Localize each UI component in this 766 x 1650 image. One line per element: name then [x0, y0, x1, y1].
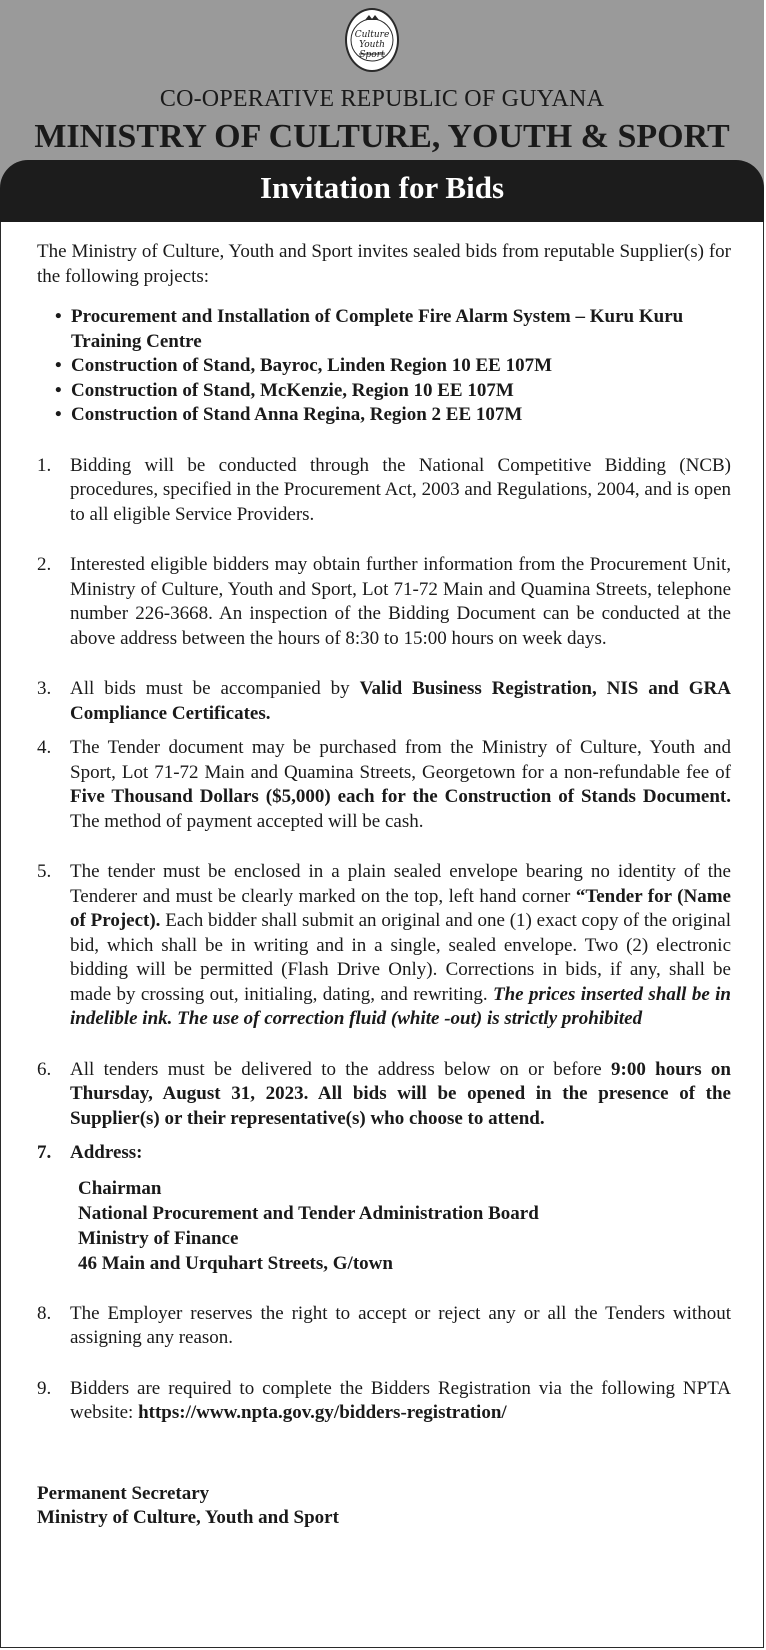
project-list: [37, 305, 731, 428]
clause-number: 9.: [37, 1377, 52, 1399]
clause-number: 8.: [37, 1302, 52, 1324]
clause-text: The tender must be enclosed in a plain sealed envelope bearing no identity of the Tenderer and must be clearly marked on the top, left hand corner: [70, 861, 731, 907]
ministry-heading: MINISTRY OF CULTURE, YOUTH & SPORT: [34, 118, 730, 155]
clause-text: The Tender document may be purchased from the Ministry of Culture, Youth and Sport, Lot 71-72 Main and Quamina Streets, Georgetown for a non-refundable fee of: [70, 737, 731, 783]
page-title: Invitation for Bids: [259, 170, 505, 205]
clause-9: [37, 1377, 731, 1426]
npta-website-link[interactable]: https://www.npta.gov.gy/bidders-registration/: [138, 1402, 507, 1423]
logo-text: Culture Youth Sport: [354, 30, 390, 60]
signature-ministry: Ministry of Culture, Youth and Sport: [37, 1507, 339, 1528]
clause-6: [37, 1058, 731, 1132]
ministry-logo: [345, 8, 399, 72]
project-item: • Construction of Stand Anna Regina, Region 2 EE 107M: [55, 403, 731, 428]
clause-4: [37, 736, 731, 834]
clause-label: Address:: [70, 1142, 143, 1163]
project-item: • Procurement and Installation of Complete Fire Alarm System – Kuru Kuru Training Centre: [55, 305, 731, 354]
clause-bold-italic-text: The prices inserted shall be in indelible ink. The use of correction fluid (white -out) is strictly prohibited: [70, 983, 731, 1029]
address-line: Chairman: [78, 1177, 162, 1199]
intro-paragraph: The Ministry of Culture, Youth and Sport invites sealed bids from reputable Supplier(s) for the following projects:: [37, 241, 731, 287]
signature-block: [37, 1482, 731, 1531]
clause-7: [37, 1141, 731, 1166]
clause-bold-text: 9:00 hours on Thursday, August 31, 2023. All bids will be opened in the presence of the Supplier(s) or their representative(s) who choose to attend.: [70, 1058, 731, 1129]
project-item: • Construction of Stand, McKenzie, Region 10 EE 107M: [55, 379, 731, 404]
clause-2: [37, 553, 731, 651]
clause-text-tail: The method of payment accepted will be cash.: [70, 810, 424, 832]
clause-number: 1.: [37, 454, 52, 476]
republic-heading: CO-OPERATIVE REPUBLIC OF GUYANA: [159, 86, 605, 112]
clause-3: [37, 677, 731, 726]
clause-text: The Employer reserves the right to accept or reject any or all the Tenders without assigning any reason.: [70, 1302, 731, 1348]
clause-8: [37, 1302, 731, 1351]
clause-text-tail: Each bidder shall submit an original and one (1) exact copy of the original bid, which shall be in writing and in a single, sealed envelope. Two (2) electronic bidding will be permitted (Flash Drive Only). Corrections in bids, if any, shall be made by crossing out, initialing, dating, and rewriting.: [70, 910, 732, 1005]
signature-title: Permanent Secretary: [37, 1482, 210, 1504]
clause-bold-text: “Tender for (Name of Project).: [70, 885, 731, 931]
advert-body: [37, 240, 731, 1531]
clause-text: Bidding will be conducted through the National Competitive Bidding (NCB) procedures, specified in the Procurement Act, 2003 and Regulations, 2004, and is open to all eligible Service Providers.: [70, 454, 731, 525]
clause-number: 5.: [37, 861, 52, 882]
clause-text: All tenders must be delivered to the address below on or before: [70, 1058, 612, 1080]
address-line: National Procurement and Tender Administration Board: [78, 1202, 539, 1224]
address-block: [37, 1176, 731, 1276]
clause-bold-text: Valid Business Registration, NIS and GRA Compliance Certificates.: [70, 678, 731, 724]
address-line: Ministry of Finance: [78, 1227, 239, 1249]
clause-text: Bidders are required to complete the Bidders Registration via the following NPTA website:: [70, 1377, 731, 1423]
address-line: 46 Main and Urquhart Streets, G/town: [78, 1252, 393, 1274]
clause-bold-text: Five Thousand Dollars ($5,000) each for the Construction of Stands Document.: [70, 786, 731, 807]
clause-number: 7.: [37, 1142, 52, 1163]
clause-number: 4.: [37, 737, 52, 758]
clause-number: 2.: [37, 554, 52, 575]
clause-1: [37, 454, 731, 528]
clause-text: Interested eligible bidders may obtain further information from the Procurement Unit, Ministry of Culture, Youth and Sport, Lot 71-72 Main and Quamina Streets, telephone number 226-3668. An inspection of the Bidding Document can be conducted at the above address between the hours of 8:30 to 15:00 hours on week days.: [70, 554, 731, 649]
project-item: • Construction of Stand, Bayroc, Linden Region 10 EE 107M: [55, 354, 731, 379]
clause-text: All bids must be accompanied by: [70, 678, 360, 699]
clause-5: [37, 860, 731, 1032]
clause-number: 6.: [37, 1058, 52, 1080]
clause-number: 3.: [37, 678, 52, 699]
